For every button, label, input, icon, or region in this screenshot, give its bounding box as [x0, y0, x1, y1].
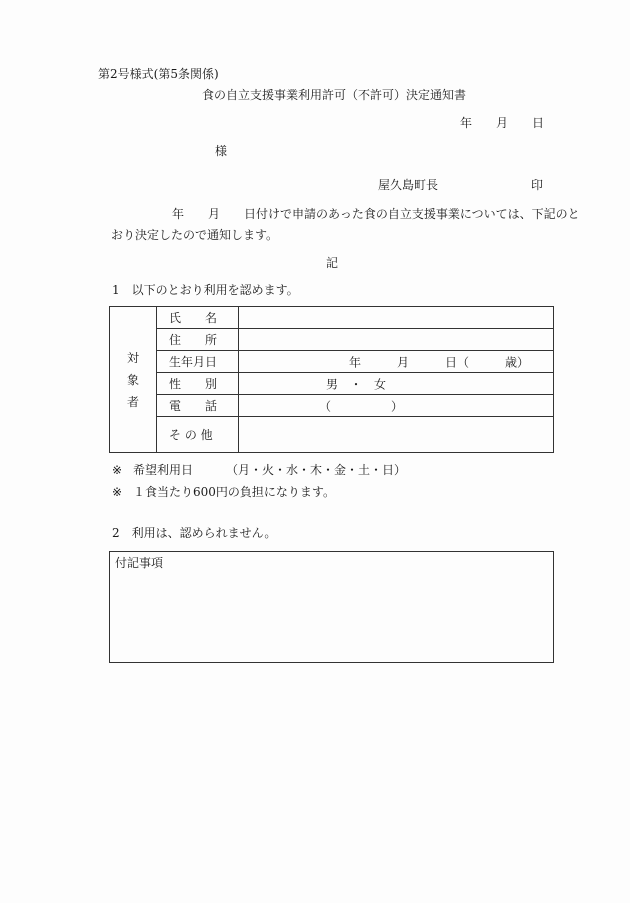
date-line: 年 月 日 [460, 116, 545, 130]
address-field[interactable] [239, 329, 554, 351]
other-field[interactable] [239, 417, 554, 453]
birthdate-template: 年 月 日（ 歳） [349, 355, 530, 369]
document-title: 食の自立支援事業利用許可（不許可）決定通知書 [202, 88, 467, 102]
note-1-days: （月・火・水・木・金・土・日） [226, 463, 407, 477]
body-text-line1: 年 月 日付けで申請のあった食の自立支援事業については、下記のと [172, 207, 580, 221]
note-2-text: １食当たり600円の負担になります。 [133, 485, 335, 499]
form-number: 第2号様式(第5条関係) [98, 67, 219, 81]
recipient-suffix: 様 [215, 144, 228, 158]
seal-mark: 印 [531, 178, 544, 192]
remarks-box[interactable] [109, 551, 554, 663]
subject-char: 者 [126, 394, 139, 409]
birthdate-field[interactable] [239, 351, 554, 373]
item-1: 1 以下のとおり利用を認めます。 [112, 283, 299, 297]
phone-field[interactable] [239, 395, 554, 417]
remarks-label: 付記事項 [115, 556, 164, 570]
row-label-address: 住 所 [157, 329, 239, 351]
note-1-prefix: ※ [112, 463, 123, 477]
ki-heading: 記 [326, 256, 339, 270]
item-2: 2 利用は、認められません。 [112, 526, 277, 540]
gender-options: 男 ・ 女 [326, 377, 387, 391]
row-label-name: 氏 名 [157, 307, 239, 329]
issuer-name: 屋久島町長 [378, 178, 439, 192]
subject-label-cell [110, 307, 157, 453]
gender-field[interactable] [239, 373, 554, 395]
note-2-prefix: ※ [112, 485, 123, 499]
note-1-label: 希望利用日 [133, 463, 194, 477]
row-label-phone: 電 話 [157, 395, 239, 417]
body-text-line2: おり決定したので通知します。 [111, 228, 279, 242]
row-label-birthdate: 生年月日 [157, 351, 239, 373]
subject-char: 対 [126, 350, 139, 365]
name-field[interactable] [239, 307, 554, 329]
row-label-gender: 性 別 [157, 373, 239, 395]
phone-template: （ ） [319, 399, 404, 413]
subject-table [109, 306, 554, 453]
subject-char: 象 [126, 372, 139, 387]
row-label-other: そ の 他 [157, 417, 239, 453]
